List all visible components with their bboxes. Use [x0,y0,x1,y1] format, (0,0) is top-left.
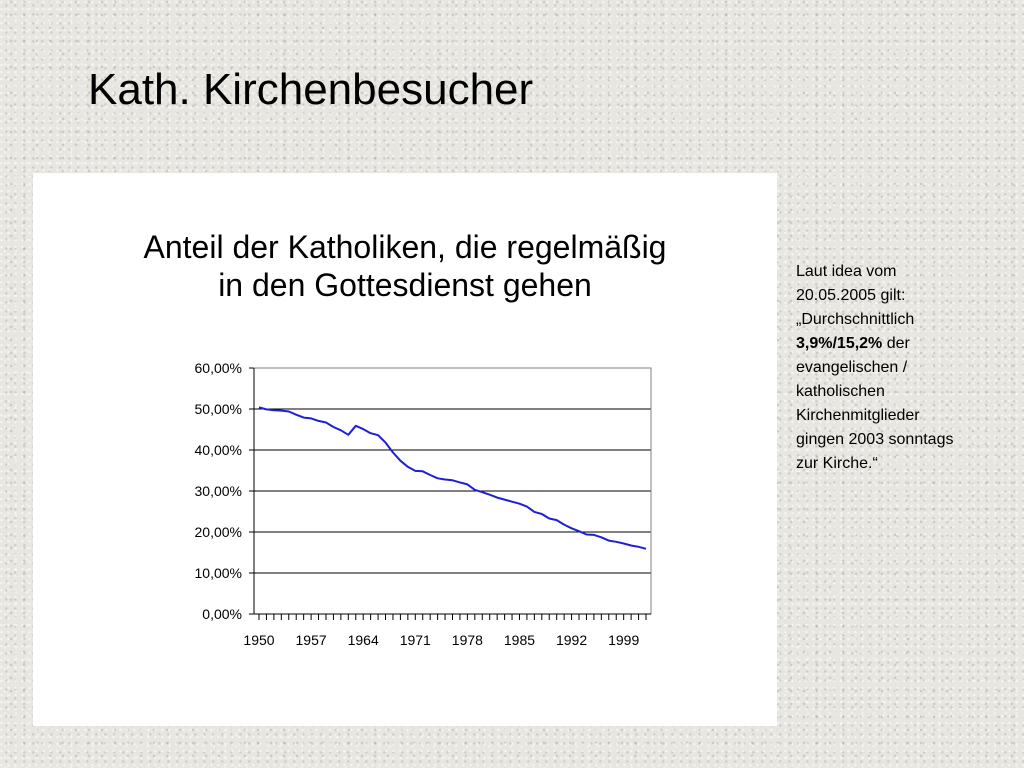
x-tick-label: 1957 [295,632,327,648]
y-tick-label: 30,00% [194,483,242,499]
y-tick-label: 40,00% [194,442,242,458]
note-line-2: 20.05.2005 gilt: [796,287,906,304]
x-tick-label: 1950 [243,632,275,648]
x-tick-label: 1999 [608,632,640,648]
y-tick-label: 50,00% [194,401,242,417]
side-note [796,260,1006,476]
x-tick-label: 1978 [451,632,483,648]
note-line-4-rest: der [882,335,910,352]
x-tick-label: 1992 [555,632,588,648]
chart-title-line-1: Anteil der Katholiken, die regelmäßig [143,229,667,265]
y-tick-label: 60,00% [194,360,242,376]
x-tick-label: 1971 [399,632,431,648]
note-line-6: katholischen [796,383,885,400]
note-line-4 [796,332,1006,356]
note-line-7: Kirchenmitglieder [796,407,920,424]
note-line-5: evangelischen / [796,359,908,376]
chart-panel [33,173,777,726]
y-tick-label: 20,00% [194,524,242,540]
note-line-9: zur Kirche.“ [796,455,878,472]
y-tick-label: 10,00% [194,565,242,581]
slide-title: Kath. Kirchenbesucher [88,65,534,114]
note-bold-value: 3,9%/15,2% [796,335,883,352]
x-tick-label: 1985 [503,632,536,648]
y-tick-label: 0,00% [202,606,242,622]
note-line-1: Laut idea vom [796,263,897,280]
x-tick-label: 1964 [347,632,379,648]
note-line-3: „Durchschnittlich [796,311,915,328]
line-chart [33,173,777,726]
chart-title-line-2: in den Gottesdienst gehen [218,267,592,303]
series-line [259,407,646,548]
note-line-8: gingen 2003 sonntags [796,431,954,448]
